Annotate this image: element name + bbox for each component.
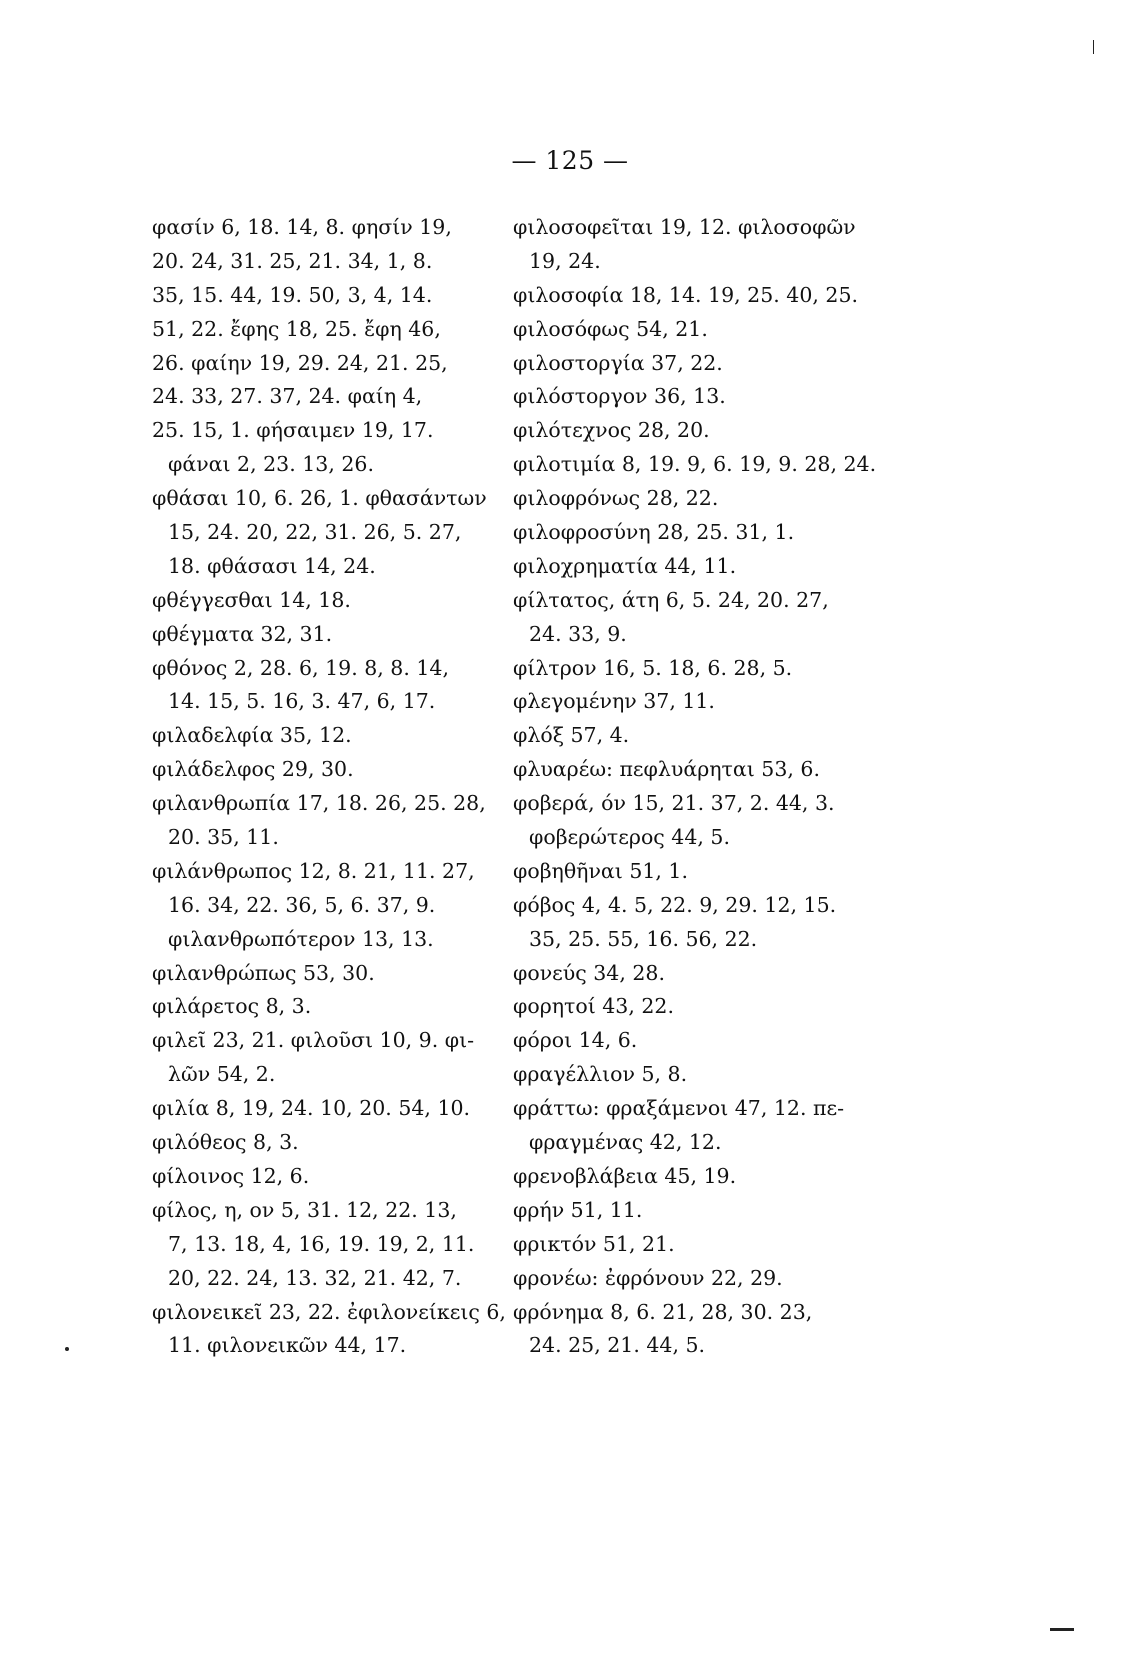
index-entry-line: φιλαδελφία 35, 12. [152, 723, 352, 748]
index-entry-line: 25. 15, 1. φήσαιμεν 19, 17. [152, 418, 434, 443]
index-entry-line: φιλοχρηματία 44, 11. [513, 553, 737, 578]
page-number: — 125 — [511, 146, 629, 175]
index-entry-line: φθέγγεσθαι 14, 18. [152, 587, 351, 612]
index-entry-line: 11. φιλονεικῶν 44, 17. [168, 1333, 407, 1358]
index-entry-line: φιλοσοφεῖται 19, 12. φιλοσοφῶν [513, 215, 856, 239]
index-entry-line: φοβηθῆναι 51, 1. [513, 858, 688, 883]
index-entry-line: φιλονεικεῖ 23, 22. ἐφιλονείκεις 6, [152, 1299, 506, 1324]
index-entry-line: 24. 33, 27. 37, 24. φαίη 4, [152, 384, 423, 409]
index-entry-line: φθόνος 2, 28. 6, 19. 8, 8. 14, [152, 655, 449, 680]
index-entry-line: φίλτατος, άτη 6, 5. 24, 20. 27, [513, 587, 829, 612]
index-entry-line: φρικτόν 51, 21. [513, 1231, 675, 1256]
index-entry-line: φόβος 4, 4. 5, 22. 9, 29. 12, 15. [513, 892, 837, 917]
index-entry-line: 20, 22. 24, 13. 32, 21. 42, 7. [168, 1265, 462, 1290]
index-entry-line: 15, 24. 20, 22, 31. 26, 5. 27, [168, 520, 462, 545]
index-entry-line: 20. 24, 31. 25, 21. 34, 1, 8. [152, 248, 433, 273]
index-entry-line: 20. 35, 11. [168, 825, 279, 850]
index-entry-line: 26. φαίην 19, 29. 24, 21. 25, [152, 350, 448, 375]
index-entry-line: φρενοβλάβεια 45, 19. [513, 1163, 737, 1188]
index-entry-line: φιλοτιμία 8, 19. 9, 6. 19, 9. 28, 24. [513, 452, 877, 477]
index-entry-line: φιλοφροσύνη 28, 25. 31, 1. [513, 520, 795, 545]
index-entry-line: φιλάδελφος 29, 30. [152, 757, 354, 782]
scan-artifact-dot [65, 1347, 69, 1351]
index-entry-line: φιλόστοργον 36, 13. [513, 384, 726, 409]
index-entry-line: φιλόθεος 8, 3. [152, 1130, 299, 1155]
index-entry-line: φιλοφρόνως 28, 22. [513, 486, 719, 511]
index-entry-line: φιλανθρωπία 17, 18. 26, 25. 28, [152, 791, 486, 816]
index-entry-line: 18. φθάσασι 14, 24. [168, 553, 376, 578]
index-column-right [513, 211, 893, 1363]
index-entry-line: φιλοσοφία 18, 14. 19, 25. 40, 25. [513, 282, 859, 307]
index-entry-line: φρονέω: ἐφρόνουν 22, 29. [513, 1265, 783, 1290]
index-entry-line: φιλάρετος 8, 3. [152, 994, 312, 1019]
index-entry-line: φάναι 2, 23. 13, 26. [168, 452, 374, 477]
index-entry-line: 14. 15, 5. 16, 3. 47, 6, 17. [168, 689, 436, 714]
index-entry-line: φασίν 6, 18. 14, 8. φησίν 19, [152, 215, 452, 239]
index-entry-line: φλυαρέω: πεφλυάρηται 53, 6. [513, 757, 820, 782]
index-entry-line: φορητοί 43, 22. [513, 994, 674, 1019]
index-entry-line: 51, 22. ἔφης 18, 25. ἔφη 46, [152, 316, 441, 341]
index-entry-line: φιλανθρωπότερον 13, 13. [168, 926, 434, 951]
index-entry-line: 35, 15. 44, 19. 50, 3, 4, 14. [152, 282, 433, 307]
index-entry-line: φθάσαι 10, 6. 26, 1. φθασάντων [152, 486, 487, 511]
index-entry-line: 24. 25, 21. 44, 5. [529, 1333, 706, 1358]
index-entry-line: φόροι 14, 6. [513, 1028, 638, 1053]
index-entry-line: φραγμένας 42, 12. [529, 1130, 722, 1155]
index-entry-line: φραγέλλιον 5, 8. [513, 1062, 688, 1087]
index-entry-line: φιλεῖ 23, 21. φιλοῦσι 10, 9. φι- [152, 1028, 475, 1053]
index-entry-line: φρήν 51, 11. [513, 1197, 643, 1222]
index-entry-line: 16. 34, 22. 36, 5, 6. 37, 9. [168, 892, 436, 917]
index-entry-line: φθέγματα 32, 31. [152, 621, 333, 646]
index-entry-line: φιλότεχνος 28, 20. [513, 418, 710, 443]
index-entry-line: λῶν 54, 2. [168, 1062, 276, 1087]
index-entry-line: φοβερά, όν 15, 21. 37, 2. 44, 3. [513, 791, 835, 816]
index-entry-line: φιλοσόφως 54, 21. [513, 316, 708, 341]
index-entry-line: φιλάνθρωπος 12, 8. 21, 11. 27, [152, 858, 475, 883]
scan-artifact-mark [1050, 1628, 1074, 1631]
index-entry-line: 19, 24. [529, 248, 601, 273]
index-entry-line: φίλος, η, ον 5, 31. 12, 22. 13, [152, 1197, 457, 1222]
index-entry-line: φλεγομένην 37, 11. [513, 689, 715, 714]
index-entry-line: φράττω: φραξάμενοι 47, 12. πε- [513, 1096, 845, 1121]
index-entry-line: φλόξ 57, 4. [513, 723, 630, 748]
index-entry-line: φίλοινος 12, 6. [152, 1163, 310, 1188]
index-entry-line: 7, 13. 18, 4, 16, 19. 19, 2, 11. [168, 1231, 475, 1256]
index-entry-line: 35, 25. 55, 16. 56, 22. [529, 926, 758, 951]
index-entry-line: φονεύς 34, 28. [513, 960, 665, 985]
index-entry-line: φιλία 8, 19, 24. 10, 20. 54, 10. [152, 1096, 471, 1121]
index-entry-line: φρόνημα 8, 6. 21, 28, 30. 23, [513, 1299, 813, 1324]
index-column-left [152, 211, 512, 1363]
index-entry-line: φιλοστοργία 37, 22. [513, 350, 723, 375]
index-entry-line: 24. 33, 9. [529, 621, 627, 646]
index-entry-line: φίλτρον 16, 5. 18, 6. 28, 5. [513, 655, 793, 680]
index-entry-line: φιλανθρώπως 53, 30. [152, 960, 375, 985]
index-entry-line: φοβερώτερος 44, 5. [529, 825, 730, 850]
scan-artifact-line [1093, 40, 1094, 54]
